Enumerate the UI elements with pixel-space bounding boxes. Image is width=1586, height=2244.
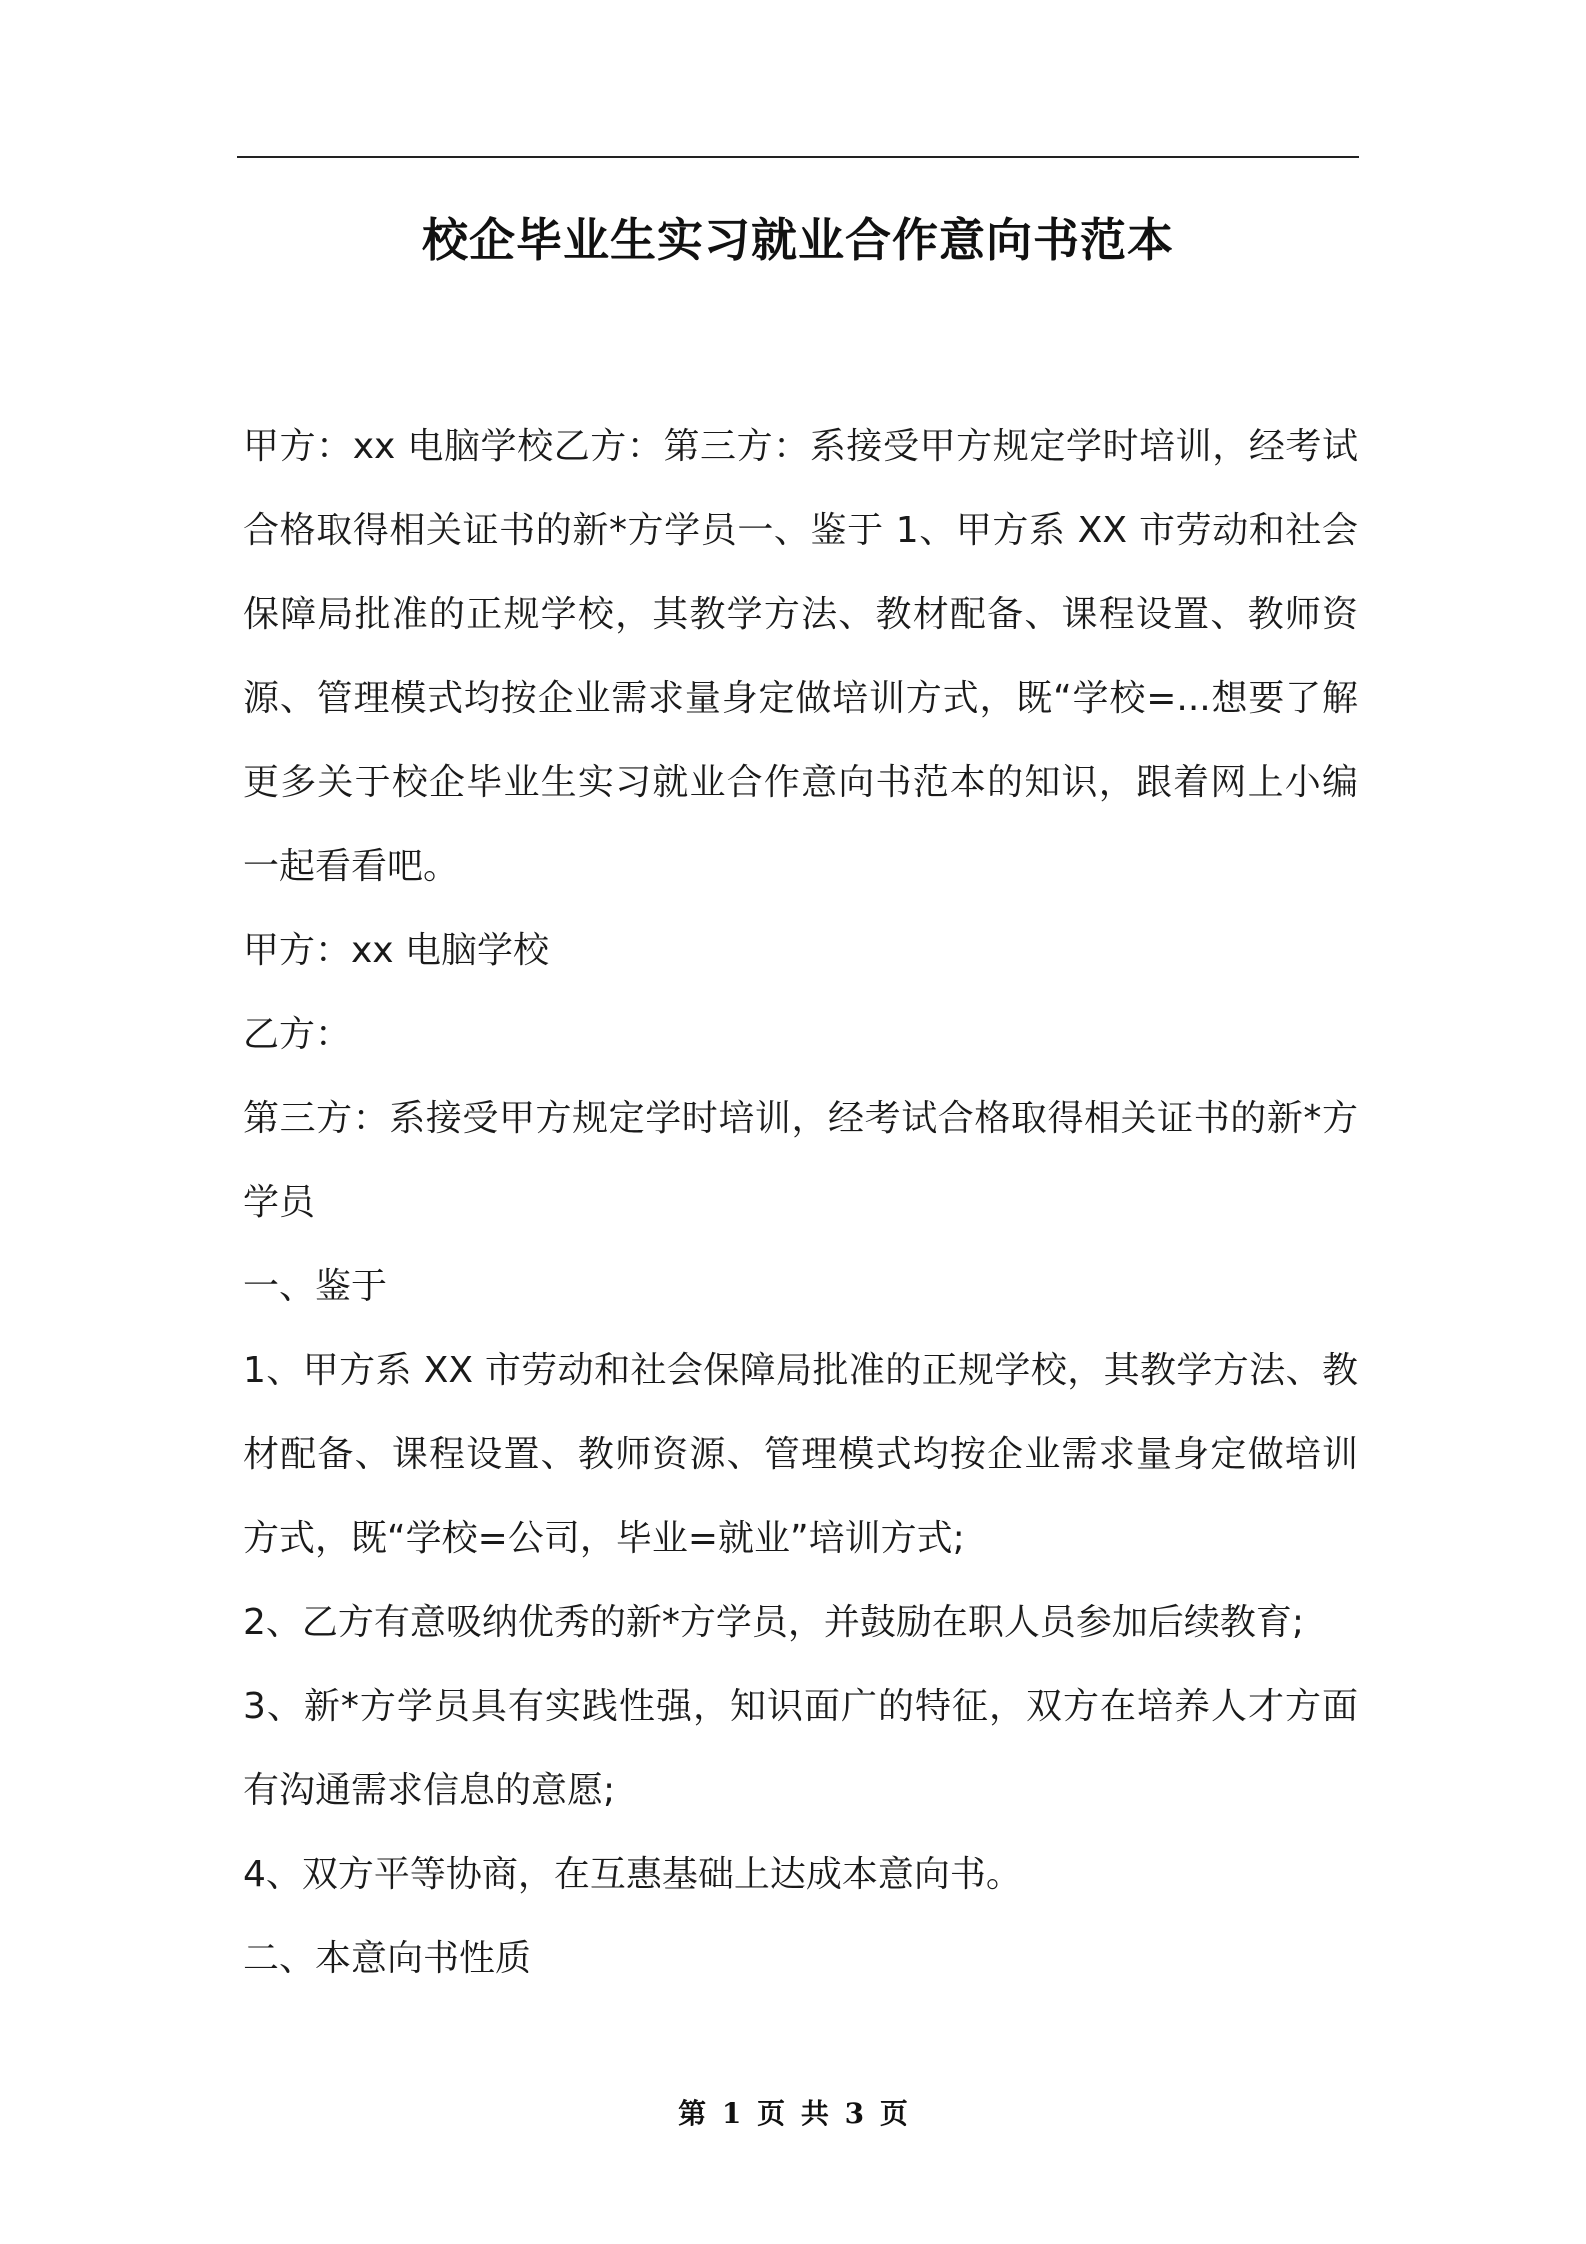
header-rule: [237, 156, 1359, 158]
page-indicator: 第 1 页 共 3 页: [678, 2097, 908, 2130]
clause-4: 4、双方平等协商，在互惠基础上达成本意向书。: [243, 1854, 1022, 1895]
section-heading-2: 二、本意向书性质: [243, 1938, 532, 1979]
paragraph-party-b: 乙方：: [243, 1014, 352, 1055]
clause-3: 3、新*方学员具有实践性强，知识面广的特征，双方在培养人才方面有沟通需求信息的意愿;: [243, 1686, 1358, 1811]
clause-1: 1、甲方系 XX 市劳动和社会保障局批准的正规学校，其教学方法、教材配备、课程设置、教师资源、管理模式均按企业需求量身定做培训方式，既“学校=公司，毕业=就业”培训方式;: [243, 1350, 1358, 1559]
clause-2: 2、乙方有意吸纳优秀的新*方学员，并鼓励在职人员参加后续教育;: [243, 1602, 1305, 1643]
paragraph-third-party: 第三方：系接受甲方规定学时培训，经考试合格取得相关证书的新*方学员: [243, 1098, 1358, 1223]
paragraph-intro: 甲方：xx 电脑学校乙方：第三方：系接受甲方规定学时培训，经考试合格取得相关证书的新*方学员一、鉴于 1、甲方系 XX 市劳动和社会保障局批准的正规学校，其教学方法、教材配备、课程设置、教师资源、管理模式均按企业需求量身定做培训方式，既“学校=...想要了解更多关于校企毕业生实习就业合作意向书范本的知识，跟着网上小编一起看看吧。: [243, 426, 1358, 887]
section-heading-1: 一、鉴于: [243, 1266, 388, 1307]
document-body: [243, 405, 1358, 2001]
paragraph-party-a: 甲方：xx 电脑学校: [243, 930, 550, 971]
document-title: 校企毕业生实习就业合作意向书范本: [422, 213, 1174, 267]
